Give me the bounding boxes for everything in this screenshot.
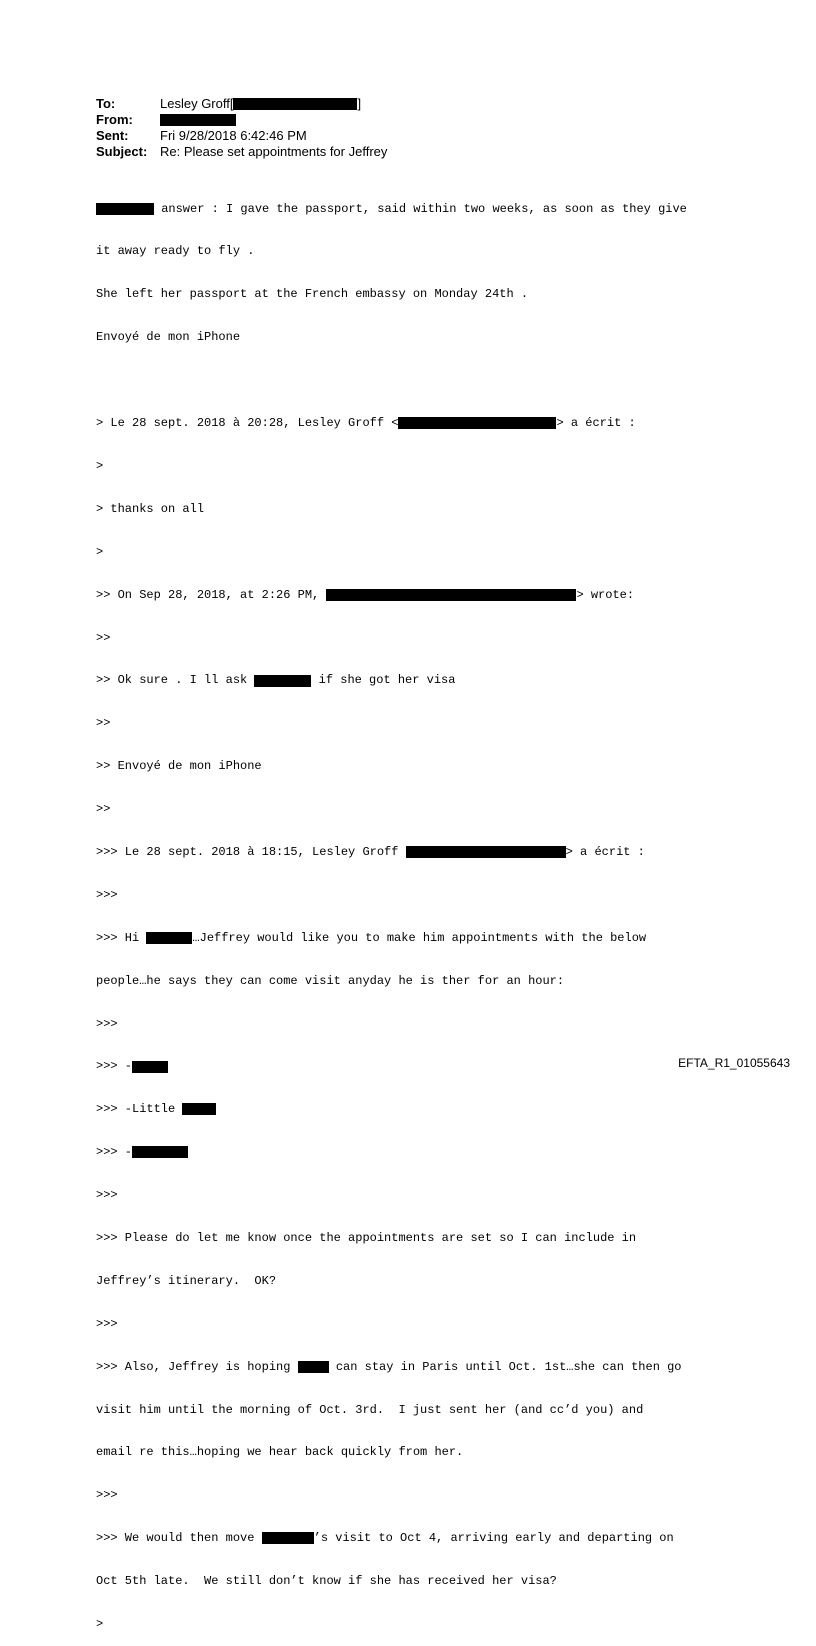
body-line: >>> Hi …Jeffrey would like you to make him appointments with the below [96,930,647,945]
redaction-block [298,1361,329,1373]
body-line: >> [96,802,111,817]
body-line: it away ready to fly . [96,244,255,259]
to-row [96,96,387,112]
document-id: EFTA_R1_01055643 [678,1056,790,1070]
body-line: >>> [96,887,118,902]
body-line: >>> [96,1488,118,1503]
email-body [96,173,736,1646]
redaction-block [262,1532,314,1544]
to-label: To: [96,96,116,111]
body-line: >>> Le 28 sept. 2018 à 18:15, Lesley Groff > a écrit : [96,844,645,859]
sent-value: Fri 9/28/2018 6:42:46 PM [160,128,307,143]
body-line: She left her passport at the French embassy on Monday 24th . [96,287,529,302]
body-line: >>> [96,1188,118,1203]
redaction-block [233,98,357,110]
body-line: email re this…hoping we hear back quickly from her. [96,1445,464,1460]
body-line: >>> We would then move ’s visit to Oct 4, arriving early and departing on [96,1531,674,1546]
body-line: > [96,1616,104,1631]
body-line: >>> - [96,1059,736,1073]
body-line: > [96,458,104,473]
body-line: >>> Please do let me know once the appointments are set so I can include in [96,1230,637,1245]
body-line: answer : I gave the passport, said within two weeks, as soon as they give [96,202,736,216]
body-line: >>> [96,1316,118,1331]
body-line: > Le 28 sept. 2018 à 20:28, Lesley Groff < > a écrit : [96,416,636,431]
subject-row [96,144,387,160]
redaction-block [160,114,236,126]
subject-label: Subject: [96,144,148,159]
redaction-block [182,1103,216,1115]
body-line: Oct 5th late. We still don’t know if she has received her visa? [96,1574,557,1589]
subject-value: Re: Please set appointments for Jeffrey [160,144,388,159]
redaction-block [146,932,192,944]
body-line: >>> -Little [96,1102,736,1116]
redaction-block [326,589,576,601]
sent-row [96,128,387,144]
body-line: >> On Sep 28, 2018, at 2:26 PM, > wrote: [96,587,635,602]
body-line: Jeffrey’s itinerary. OK? [96,1273,277,1288]
body-line: visit him until the morning of Oct. 3rd. I just sent her (and cc’d you) and [96,1402,644,1417]
redaction-block [406,846,566,858]
body-line: >> [96,716,111,731]
redaction-block [132,1146,188,1158]
redaction-block [96,203,154,215]
body-line: > [96,544,104,559]
from-label: From: [96,112,133,127]
body-line: >>> [96,1016,118,1031]
email-header [96,96,387,160]
redaction-block [398,417,556,429]
body-line: >>> Also, Jeffrey is hoping can stay in Paris until Oct. 1st…she can then go [96,1359,682,1374]
redaction-block [132,1061,168,1073]
body-line: >>> - [96,1145,736,1159]
to-value: Lesley Groff[ [160,96,234,111]
body-line: people…he says they can come visit anyday he is ther for an hour: [96,973,565,988]
body-line: Envoyé de mon iPhone [96,330,241,345]
body-line: > thanks on all [96,501,205,516]
body-line: >> Ok sure . I ll ask if she got her visa [96,673,456,688]
sent-label: Sent: [96,128,129,143]
redaction-block [254,675,311,687]
body-line: >> Envoyé de mon iPhone [96,759,262,774]
body-line: >> [96,630,111,645]
from-row [96,112,387,128]
to-close: ] [357,96,362,111]
